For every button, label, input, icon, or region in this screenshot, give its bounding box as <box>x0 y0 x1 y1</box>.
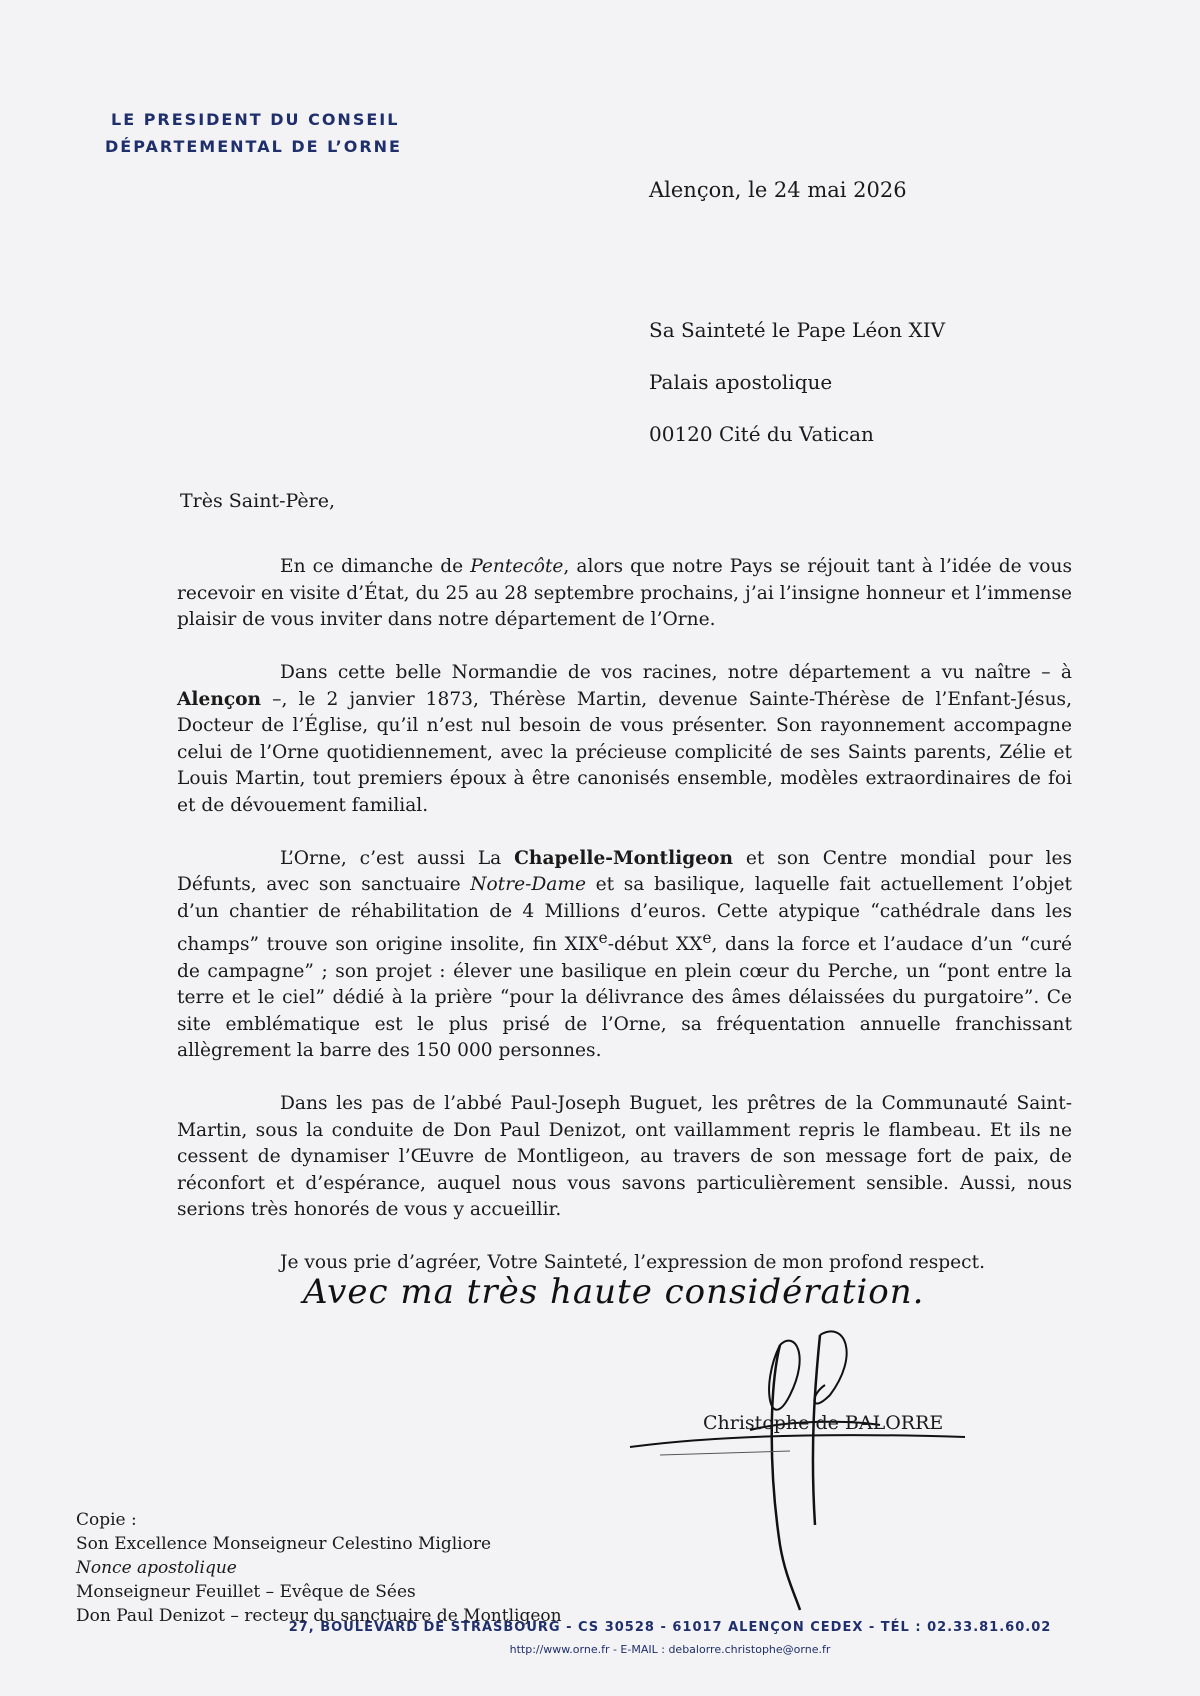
footer-address: 27, BOULEVARD DE STRASBOURG - CS 30528 - 61017 ALENÇON CEDEX - TÉL : 02.33.81.60.02 <box>288 1620 1052 1635</box>
copy-list <box>76 1508 562 1628</box>
handwritten-note: Avec ma très haute considération. <box>303 1272 925 1312</box>
copy-recipient-1: Son Excellence Monseigneur Celestino Migliore <box>76 1534 492 1554</box>
copy-label: Copie : <box>76 1510 137 1530</box>
closing-formula: Je vous prie d’agréer, Votre Sainteté, l’expression de mon profond respect. <box>280 1252 985 1274</box>
letter-body <box>177 554 1072 1303</box>
paragraph-3: L’Orne, c’est aussi La Chapelle-Montligeon et son Centre mondial pour les Défunts, avec son sanctuaire Notre-Dame et sa basilique, laquelle fait actuellement l’objet d’un chantier de réhabilitation de 4 Millions d’euros. Cette atypique “cathédrale dans les champs” trouve son origine insolite, fin XIXe-début XXe, dans la force et l’audace d’un “curé de campagne” ; son projet : élever une basilique en plein cœur du Perche, un “pont entre la terre et le ciel” dédié à la prière “pour la délivrance des âmes délaissées du purgatoire”. Ce site emblématique est le plus prisé de l’Orne, sa fréquentation annuelle franchissant allègrement la barre des 150 000 personnes. <box>177 847 1073 1062</box>
salutation: Très Saint-Père, <box>180 490 336 512</box>
recipient-address <box>649 304 945 460</box>
copy-recipient-1-title: Nonce apostolique <box>76 1558 237 1578</box>
paragraph-2: Dans cette belle Normandie de vos racines, notre département a vu naître – à Alençon –, le 2 janvier 1873, Thérèse Martin, devenue Sainte-Thérèse de l’Enfant-Jésus, Docteur de l’Église, qu’il n’est nul besoin de vous présenter. Son rayonnement accompagne celui de l’Orne quotidiennement, avec la précieuse complicité de ses Saints parents, Zélie et Louis Martin, tout premiers époux à être canonisés ensemble, modèles extraordinaires de foi et de dévouement familial. <box>177 662 1072 816</box>
letterhead-line-2: DÉPARTEMENTAL DE L’ORNE <box>105 137 402 156</box>
copy-recipient-2: Monseigneur Feuillet – Evêque de Sées <box>76 1582 416 1602</box>
letterhead-line-1: LE PRESIDENT DU CONSEIL <box>111 110 400 129</box>
signature-graphic <box>620 1325 980 1615</box>
paragraph-4: Dans les pas de l’abbé Paul-Joseph Buguet, les prêtres de la Communauté Saint-Martin, sous la conduite de Don Paul Denizot, ont vaillamment repris le flambeau. Et ils ne cessent de dynamiser l’Œuvre de Montligeon, au travers de son message fort de paix, de réconfort et d’espérance, auquel nous vous savons particulièrement sensible. Aussi, nous serions très honorés de vous y accueillir. <box>177 1093 1072 1221</box>
footer-contact: http://www.orne.fr - E-MAIL : debalorre.christophe@orne.fr <box>509 1643 831 1656</box>
letterhead <box>105 106 402 160</box>
recipient-name: Sa Sainteté le Pape Léon XIV <box>649 318 946 342</box>
letter-date: Alençon, le 24 mai 2026 <box>649 178 907 202</box>
recipient-city: 00120 Cité du Vatican <box>649 422 874 446</box>
paragraph-1: En ce dimanche de Pentecôte, alors que notre Pays se réjouit tant à l’idée de vous recevoir en visite d’État, du 25 au 28 septembre prochains, j’ai l’insigne honneur et l’immense plaisir de vous inviter dans notre département de l’Orne. <box>177 556 1072 630</box>
signer-name: Christophe de BALORRE <box>703 1412 944 1434</box>
recipient-palace: Palais apostolique <box>649 370 833 394</box>
copy-recipient-3: Don Paul Denizot – recteur du sanctuaire de Montligeon <box>76 1606 562 1626</box>
